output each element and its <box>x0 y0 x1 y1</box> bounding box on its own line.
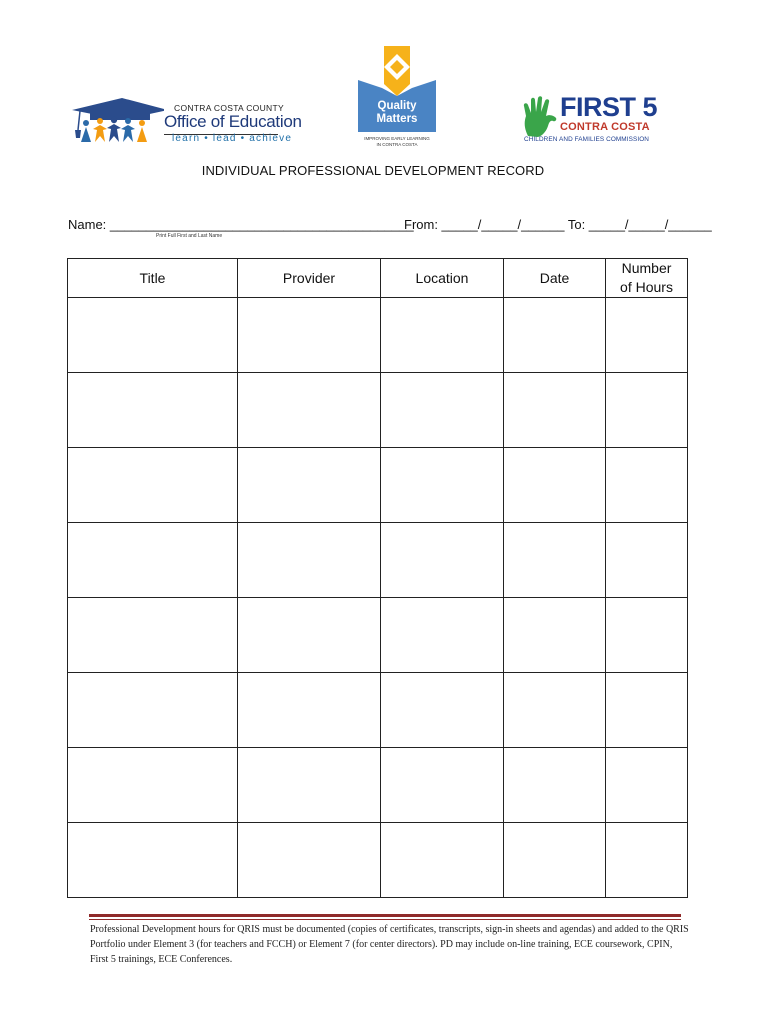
date-cell[interactable] <box>504 298 606 373</box>
hours-cell[interactable] <box>606 523 688 598</box>
quality-matters-word2: Matters <box>376 113 418 125</box>
table-row <box>68 298 688 373</box>
table-header-row <box>68 259 688 298</box>
location-cell[interactable] <box>381 373 504 448</box>
development-record-table <box>67 258 688 898</box>
footer-divider-thick <box>89 914 681 917</box>
provider-cell[interactable] <box>238 373 381 448</box>
hours-cell[interactable] <box>606 823 688 898</box>
date-cell[interactable] <box>504 523 606 598</box>
footer-divider-thin <box>89 919 681 920</box>
hours-cell[interactable] <box>606 448 688 523</box>
date-range-field[interactable]: From: _____/_____/______ To: _____/_____/______ <box>404 217 712 232</box>
header-number-of-hours <box>606 259 688 298</box>
provider-cell[interactable] <box>238 823 381 898</box>
header-hours-line2: of Hours <box>620 279 673 295</box>
provider-cell[interactable] <box>238 523 381 598</box>
table-row <box>68 523 688 598</box>
hours-cell[interactable] <box>606 598 688 673</box>
date-cell[interactable] <box>504 823 606 898</box>
location-cell[interactable] <box>381 748 504 823</box>
location-cell[interactable] <box>381 523 504 598</box>
hours-cell[interactable] <box>606 673 688 748</box>
table-row <box>68 373 688 448</box>
table-row <box>68 673 688 748</box>
provider-cell[interactable] <box>238 748 381 823</box>
first5-wordmark: FIRST 5 <box>560 92 658 122</box>
hours-cell[interactable] <box>606 748 688 823</box>
header-provider: Provider <box>238 259 381 298</box>
location-cell[interactable] <box>381 598 504 673</box>
title-cell[interactable] <box>68 673 238 748</box>
hours-cell[interactable] <box>606 298 688 373</box>
hours-cell[interactable] <box>606 373 688 448</box>
date-cell[interactable] <box>504 748 606 823</box>
ccoe-county-text: CONTRA COSTA COUNTY <box>174 103 284 113</box>
table-row <box>68 748 688 823</box>
ccoe-logo <box>68 96 302 148</box>
title-cell[interactable] <box>68 598 238 673</box>
quality-matters-tagline: IMPROVING EARLY LEARNING IN CONTRA COSTA <box>364 136 430 147</box>
location-cell[interactable] <box>381 298 504 373</box>
name-field[interactable]: Name: __________________________________________ <box>68 217 414 232</box>
location-cell[interactable] <box>381 823 504 898</box>
title-cell[interactable] <box>68 298 238 373</box>
date-cell[interactable] <box>504 373 606 448</box>
date-cell[interactable] <box>504 448 606 523</box>
header-date: Date <box>504 259 606 298</box>
date-cell[interactable] <box>504 598 606 673</box>
title-cell[interactable] <box>68 748 238 823</box>
title-cell[interactable] <box>68 823 238 898</box>
quality-matters-emblem <box>350 44 446 136</box>
provider-cell[interactable] <box>238 598 381 673</box>
provider-cell[interactable] <box>238 448 381 523</box>
ccoe-tagline-text: learn • lead • achieve <box>172 133 293 144</box>
provider-cell[interactable] <box>238 298 381 373</box>
title-cell[interactable] <box>68 523 238 598</box>
graduation-cap-icon <box>68 96 164 148</box>
document-title: INDIVIDUAL PROFESSIONAL DEVELOPMENT RECORD <box>201 163 545 178</box>
quality-matters-logo <box>350 44 446 150</box>
header-hours-line1: Number <box>621 260 672 276</box>
title-cell[interactable] <box>68 373 238 448</box>
header-title: Title <box>68 259 238 298</box>
header-location: Location <box>381 259 504 298</box>
name-field-hint: Print Full First and Last Name <box>156 233 223 239</box>
first5-logo <box>520 94 670 146</box>
handprint-icon <box>520 96 560 138</box>
first5-commission-text: CHILDREN AND FAMILIES COMMISSION <box>524 136 649 143</box>
table-row <box>68 598 688 673</box>
table-row <box>68 823 688 898</box>
footer-note: Professional Development hours for QRIS must be documented (copies of certificates, transcripts, sign-in sheets and agendas) and added to the QRIS Portfolio under Element 3 (for teachers and FCCH) or Element 7 (for center directors). PD may include on-line training, ECE coursework, CPIN, First 5 trainings, ECE Conferences. <box>90 924 689 965</box>
first5-region-text: CONTRA COSTA <box>560 121 650 133</box>
title-cell[interactable] <box>68 448 238 523</box>
date-cell[interactable] <box>504 673 606 748</box>
quality-matters-word1: Quality <box>377 100 417 112</box>
location-cell[interactable] <box>381 448 504 523</box>
ccoe-name-text: Office of Education <box>164 112 302 131</box>
location-cell[interactable] <box>381 673 504 748</box>
provider-cell[interactable] <box>238 673 381 748</box>
table-row <box>68 448 688 523</box>
